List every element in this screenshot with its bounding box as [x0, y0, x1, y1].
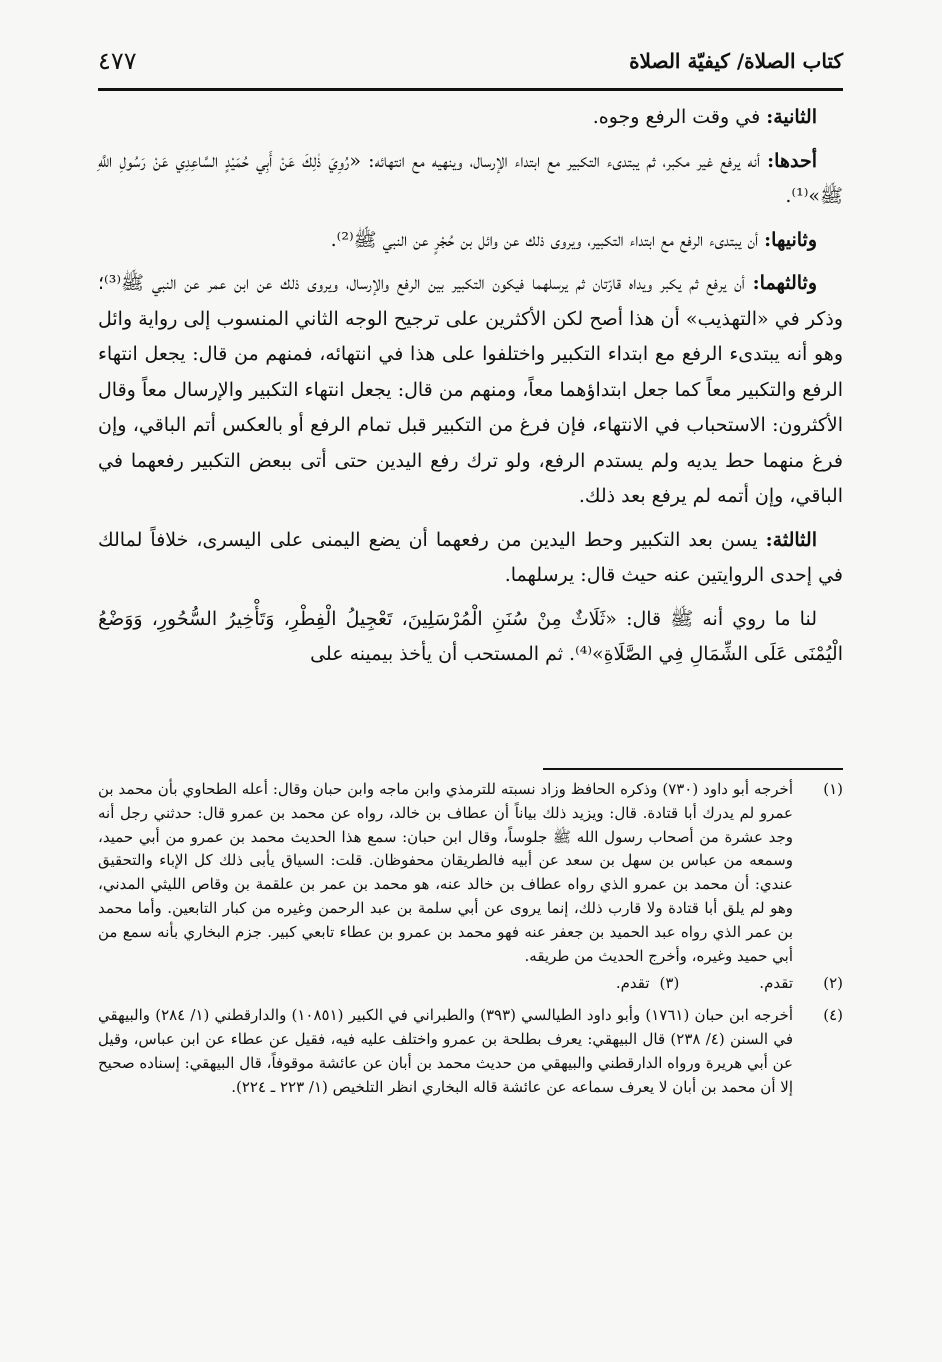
main-text [98, 100, 843, 681]
paragraph-evidence [98, 602, 843, 673]
footnote-number: (١) [823, 780, 843, 798]
paragraph-lead: وثانيها: [764, 228, 817, 251]
paragraph-text: أنه يرفع غير مكبر، ثم يبتدىء التكبير مع ابتداء الإرسال، وينهيه مع انتهائه: «رُوِيَ ذٰلِكَ عَنْ أَبِي حُمَيْدٍ السَّاعِدِي عَنْ رَسُولِ اللَّهِ ﷺ»⁽¹⁾. [98, 149, 843, 207]
chapter-title: كتاب الصلاة/ كيفيّة الصلاة [629, 49, 843, 73]
footnote-text: أخرجه أبو داود (٧٣٠) وذكره الحافظ وزاد نسبته للترمذي وابن ماجه وابن حبان وقال: أعله الطحاوي بأن محمد بن عمرو لم يدرك أبا قتادة. قال: ويزيد ذلك بياناً أن عطاف بن خالد، رواه عن محمد بن عمرو قال: حدثني رجل أنه وجد عشرة من أصحاب رسول الله ﷺ جلوساً، وقال ابن حبان: سمع هذا الحديث محمد بن عمرو من أبي حميد، وسمعه من عباس بن سهل بن سعد عن أبيه فالطريقان محفوظان. قلت: السياق يأبى ذلك كل الإباء والتحقيق عندي: أن محمد بن عمرو الذي رواه عطاف بن خالد عنه، هو محمد بن عمر بن علقمة بن وقاص الليثي المدني، وهو لم يلق أبا قتادة ولا قارب ذلك، إنما يروى عن أبي سلمة بن عبد الرحمن وغيره من كبار التابعين. وأما محمد بن عمر الذي رواه عبد الحميد بن جعفر عنه فهو محمد بن عمرو بن عطاء تابعي كبير. جزم البخاري بأنه سمع من أبي حميد وغيره، وأخرج الحديث من طريقه. [98, 780, 793, 965]
footnotes [98, 778, 843, 1103]
footnotes-2-3 [98, 972, 843, 1000]
paragraph-text: أن يرفع ثم يكبر ويداه قارّتان ثم يرسلهما فيكون التكبير بين الرفع والإرسال، ويروى ذلك عن ابن عمر عن النبي ﷺ⁽³⁾؛ وذكر في «التهذيب» أن هذا أصح لكن الأكثرين على ترجيح الوجه الثاني المنسوب إلى رواية وائل وهو أنه يبتدىء الرفع مع ابتداء التكبير واختلفوا على هذا في انتهائه، فمنهم من قال: يجعل انتهاء الرفع والتكبير معاً كما جعل ابتداؤهما معاً، ومنهم من قال: يجعل انتهاء التكبير والإرسال معاً وقال الأكثرون: الاستحباب في الانتهاء، فإن فرغ من التكبير قبل تمام الرفع أو بالعكس أتم الباقي، وإن فرغ منهما حط يديه ولم يستدم الرفع، ولو ترك رفع اليدين حتى أتى ببعض التكبير رفعهما في الباقي، وإن أتمه لم يرفع بعد ذلك. [98, 272, 843, 507]
paragraph-text: لنا ما روي أنه ﷺ قال: «ثَلَاثٌ مِنْ سُنَنِ الْمُرْسَلِينَ، تَعْجِيلُ الْفِطْرِ، وَتَأْخِيرُ السُّحُورِ، وَوَضْعُ الْيُمْنَى عَلَى الشِّمَالِ فِي الصَّلَاةِ»⁽⁴⁾. ثم المستحب أن يأخذ بيمينه على [98, 607, 843, 665]
footnote-number: (٢) [823, 974, 843, 993]
footnote-text: تقدم. [759, 974, 793, 993]
paragraph-first-view [98, 144, 843, 215]
footnote-text: تقدم. [615, 974, 650, 993]
paragraph-third-issue [98, 523, 843, 594]
paragraph-lead: وثالثهما: [752, 272, 817, 294]
paragraph-lead: الثانية: [766, 106, 817, 128]
footnote-number: (٤) [823, 1006, 843, 1025]
paragraph-third-view [98, 266, 843, 515]
footnote-4 [98, 1004, 843, 1099]
paragraph-lead: الثالثة: [765, 528, 817, 551]
paragraph-lead: أحدها: [767, 149, 817, 172]
paragraph-text: أن يبتدىء الرفع مع ابتداء التكبير، ويروى ذلك عن وائل بن حُجْرٍ عن النبي ﷺ⁽²⁾. [330, 228, 765, 251]
footnote-2 [759, 972, 843, 996]
paragraph-text: في وقت الرفع وجوه. [592, 106, 767, 128]
paragraph-second-view [98, 223, 843, 259]
page-header [98, 40, 843, 82]
footnote-text: أخرجه ابن حبان (١٧٦١) وأبو داود الطيالسي (٣٩٣) والطبراني في الكبير (١٠٨٥١) والدارقطني (١/ ٢٨٤) والبيهقي في السنن (٤/ ٢٣٨) قال البيهقي: يعرف بطلحة بن عمرو واختلف عليه فيه، فقيل عن عطاء عن ابن عباس، وقيل عن أبي هريرة ورواه الدارقطني والبيهقي من حديث محمد بن أبان عن عائشة موقوفاً، قال البيهقي: إسناده صحيح إلا أن محمد بن أبان لا يعرف سماعه عن عائشة قاله البخاري انظر التلخيص (١/ ٢٢٣ ـ ٢٢٤). [98, 1006, 794, 1096]
footnote-1 [98, 778, 843, 968]
footnote-divider [543, 768, 843, 770]
paragraph-second-issue [98, 100, 843, 136]
page-number: ٤٧٧ [98, 47, 137, 75]
footnote-number: (٣) [659, 974, 680, 993]
paragraph-text: يسن بعد التكبير وحط اليدين من رفعهما أن يضع اليمنى على اليسرى، خلافاً لمالك في إحدى الروايتين عنه حيث قال: يرسلهما. [98, 528, 843, 586]
header-divider [98, 88, 843, 91]
footnote-3 [616, 972, 679, 996]
